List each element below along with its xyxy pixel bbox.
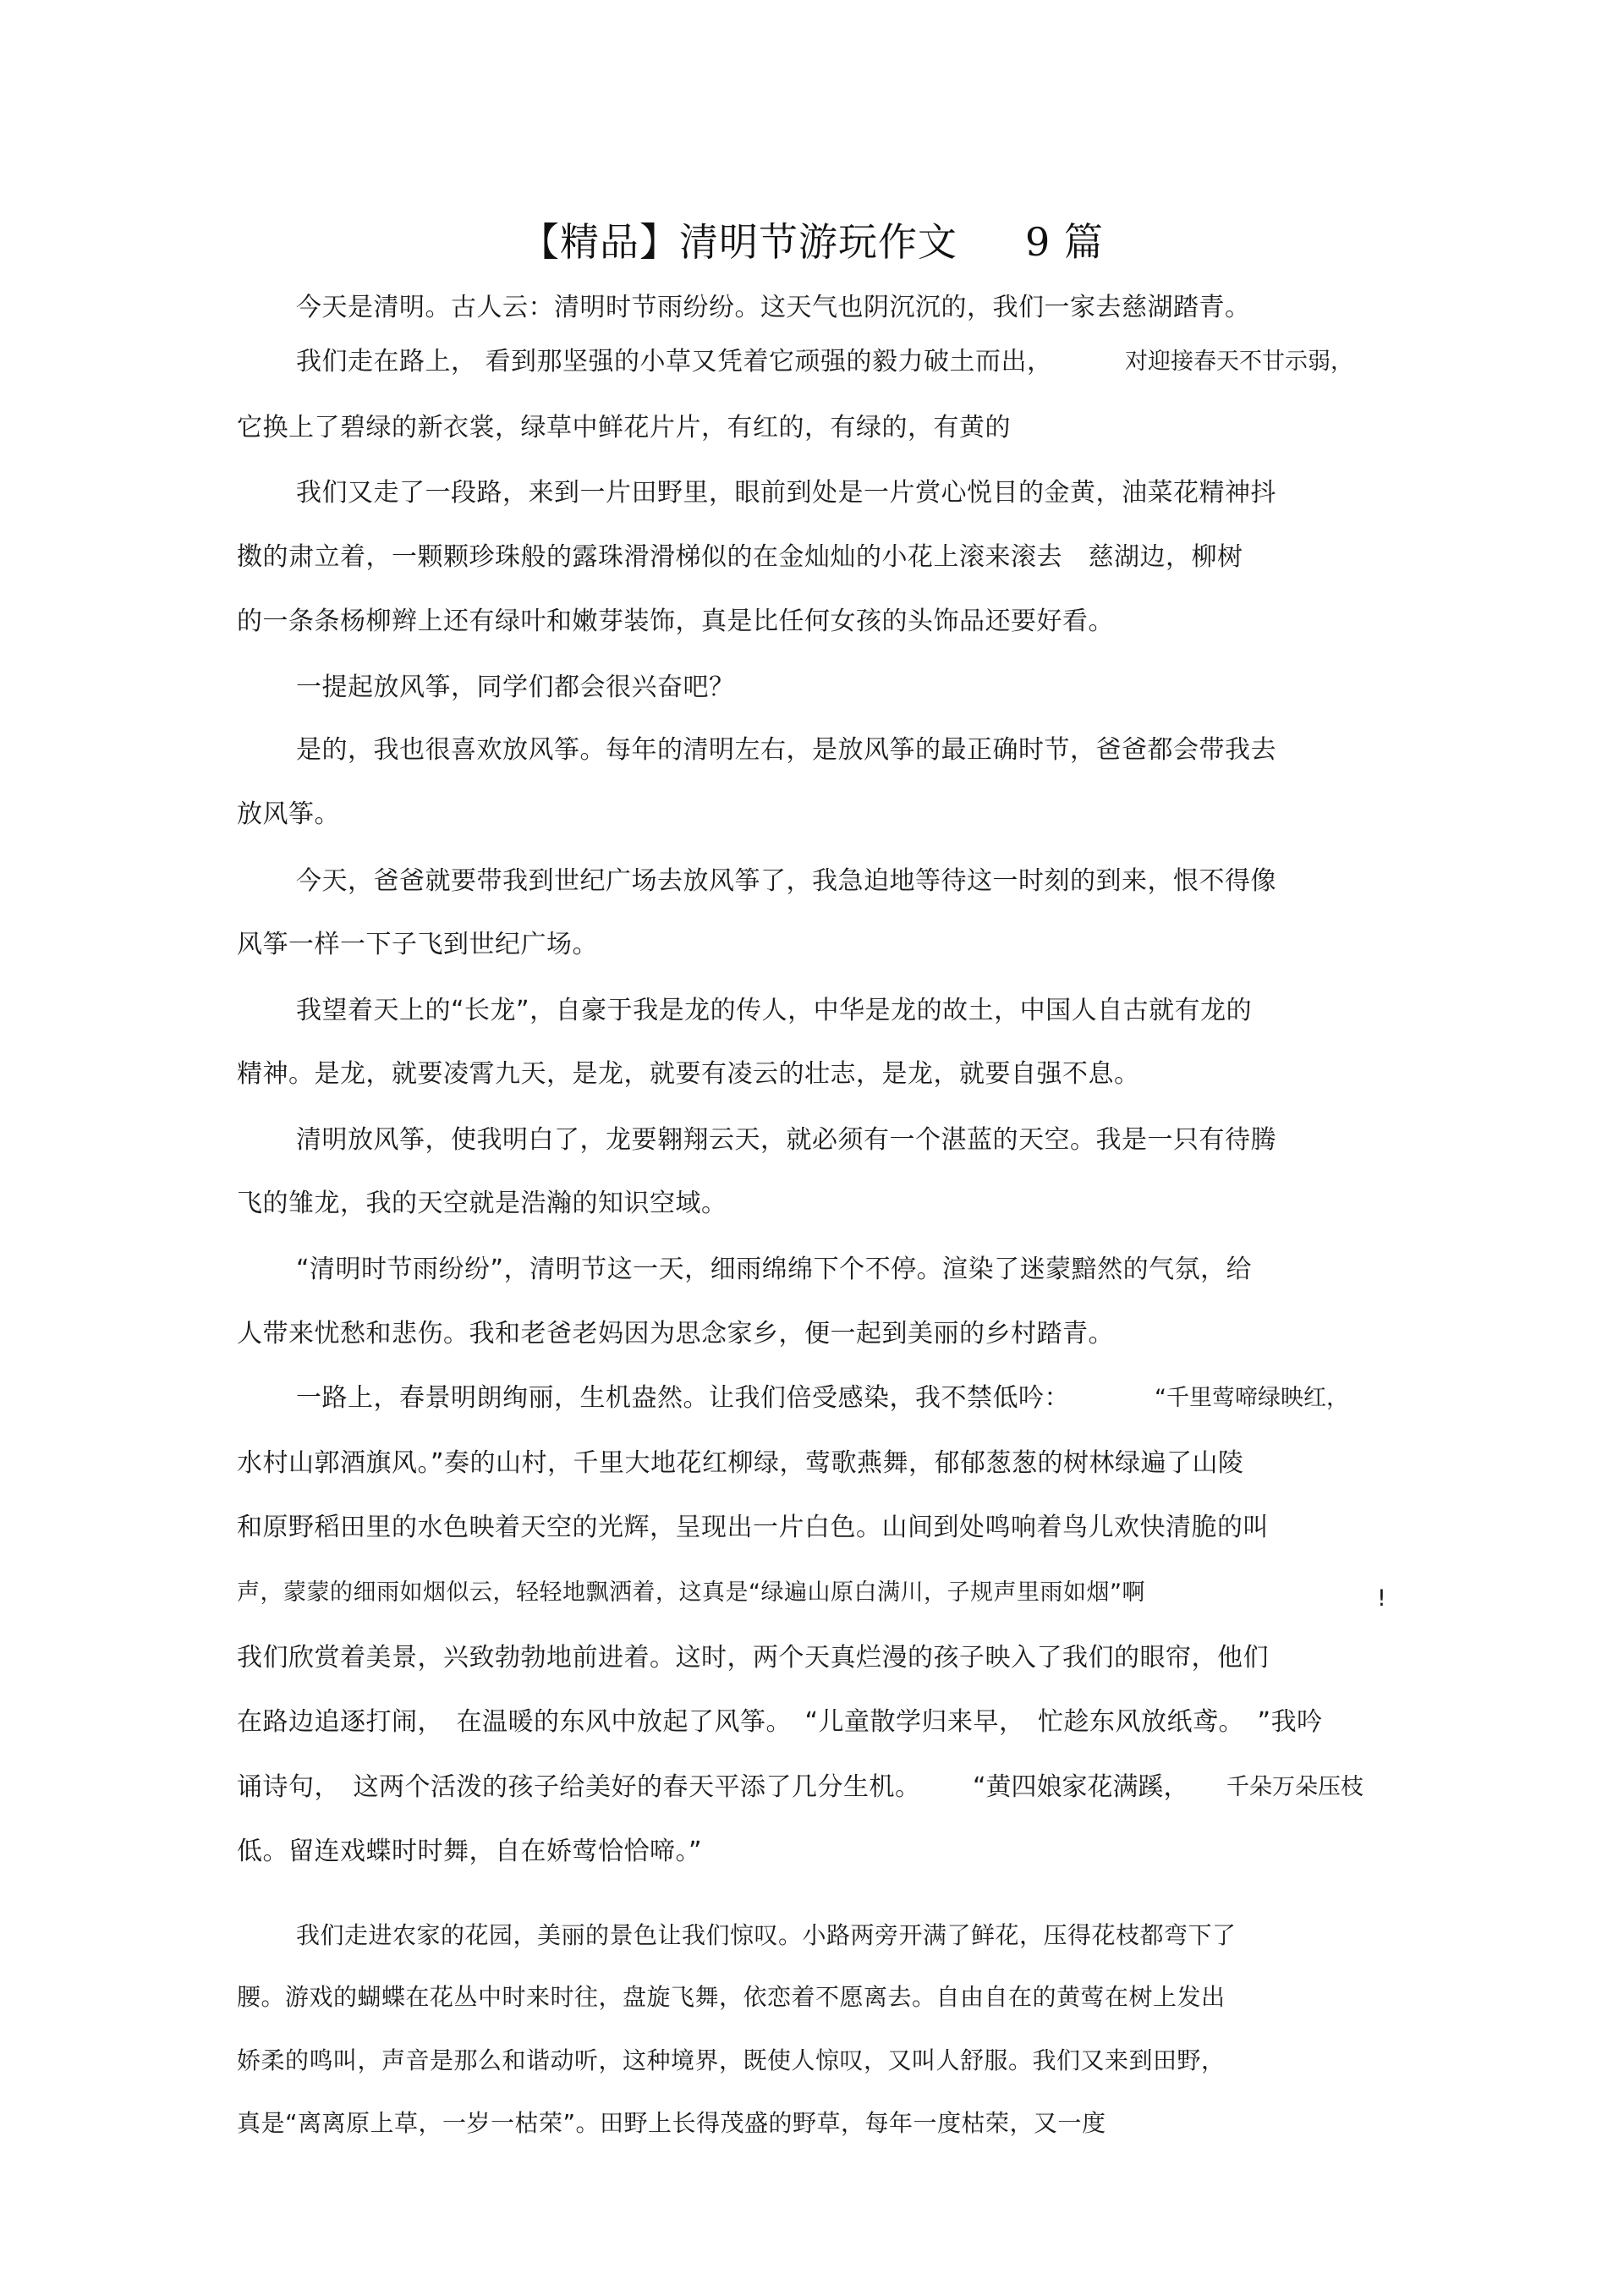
- paragraph-3-line-1: 我们又走了一段路，来到一片田野里，眼前到处是一片赏心悦目的金黄，油菜花精神抖: [296, 478, 1276, 508]
- paragraph-10-line-4a: 声，蒙蒙的细雨如烟似云，轻轻地飘洒着，这真是“绿遍山原白满川，子规声里雨如烟”啊: [237, 1579, 1145, 1606]
- paragraph-10-line-3: 和原野稻田里的水色映着天空的光辉，呈现出一片白色。山间到处鸣响着鸟儿欢快清脆的叫: [237, 1513, 1269, 1542]
- paragraph-11-line-4: 低。留连戏蝶时时舞，自在娇莺恰恰啼。”: [237, 1837, 703, 1866]
- paragraph-11-line-3c: 千朵万朵压枝: [1226, 1774, 1363, 1800]
- paragraph-6-line-2: 风筝一样一下子飞到世纪广场。: [237, 930, 598, 959]
- paragraph-11-line-3a: 诵诗句， 这两个活泼的孩子给美好的春天平添了几分生机。: [237, 1772, 921, 1802]
- paragraph-5-line-1: 是的，我也很喜欢放风筝。每年的清明左右，是放风筝的最正确时节，爸爸都会带我去: [296, 735, 1276, 765]
- paragraph-6-line-1: 今天，爸爸就要带我到世纪广场去放风筝了，我急迫地等待这一时刻的到来，恨不得像: [296, 866, 1276, 896]
- paragraph-9-line-1: “清明时节雨纷纷”，清明节这一天，细雨绵绵下个不停。渲染了迷蒙黯然的气氛，给: [296, 1255, 1253, 1284]
- paragraph-11-line-1: 我们欣赏着美景，兴致勃勃地前进着。这时，两个天真烂漫的孩子映入了我们的眼帘，他们: [237, 1643, 1269, 1673]
- title-count: 9 篇: [1025, 219, 1104, 265]
- paragraph-12-line-3: 娇柔的鸣叫，声音是那么和谐动听，这种境界，既使人惊叹，又叫人舒服。我们又来到田野，: [237, 2046, 1226, 2074]
- paragraph-10-line-1a: 一路上，春景明朗绚丽，生机盎然。让我们倍受感染，我不禁低吟：: [296, 1383, 1070, 1413]
- paragraph-2-line-1a: 我们走在路上， 看到那坚强的小草又凭着它顽强的毅力破土而出，: [296, 347, 1053, 376]
- paragraph-5-line-2: 放风筝。: [237, 799, 340, 829]
- paragraph-3-line-3: 的一条条杨柳辫上还有绿叶和嫩芽装饰，真是比任何女孩的头饰品还要好看。: [237, 607, 1114, 636]
- paragraph-12-line-4: 真是“离离原上草，一岁一枯荣”。田野上长得茂盛的野草，每年一度枯荣，又一度: [237, 2109, 1106, 2137]
- paragraph-3-line-2: 擞的肃立着，一颗颗珍珠般的露珠滑滑梯似的在金灿灿的小花上滚来滚去 慈湖边，柳树: [237, 542, 1243, 572]
- paragraph-11-line-3b: “黄四娘家花满蹊，: [973, 1772, 1189, 1802]
- paragraph-7-line-2: 精神。是龙，就要凌霄九天，是龙，就要有凌云的壮志，是龙，就要自强不息。: [237, 1059, 1140, 1089]
- paragraph-4: 一提起放风筝，同学们都会很兴奋吧？: [296, 673, 735, 702]
- paragraph-10-line-4b: !: [1377, 1585, 1386, 1612]
- paragraph-1: 今天是清明。古人云：清明时节雨纷纷。这天气也阴沉沉的，我们一家去慈湖踏青。: [296, 293, 1251, 322]
- paragraph-11-line-2: 在路边追逐打闹， 在温暖的东风中放起了风筝。 “儿童散学归来早， 忙趁东风放纸鸢。 ”我吟: [237, 1707, 1323, 1737]
- paragraph-10-line-2: 水村山郭酒旗风。”奏的山村，千里大地花红柳绿，莺歌燕舞，郁郁葱葱的树林绿遍了山陵: [237, 1448, 1244, 1478]
- paragraph-10-line-1b: “千里莺啼绿映红，: [1155, 1385, 1349, 1411]
- document-title: [0, 211, 1624, 267]
- paragraph-12-line-1: 我们走进农家的花园，美丽的景色让我们惊叹。小路两旁开满了鲜花，压得花枝都弯下了: [296, 1921, 1237, 1949]
- paragraph-2-line-2: 它换上了碧绿的新衣裳，绿草中鲜花片片，有红的，有绿的，有黄的: [237, 413, 1011, 442]
- paragraph-9-line-2: 人带来忧愁和悲伤。我和老爸老妈因为思念家乡，便一起到美丽的乡村踏青。: [237, 1319, 1114, 1348]
- paragraph-8-line-1: 清明放风筝，使我明白了，龙要翱翔云天，就必须有一个湛蓝的天空。我是一只有待腾: [296, 1125, 1276, 1155]
- paragraph-7-line-1: 我望着天上的“长龙”，自豪于我是龙的传人，中华是龙的故土，中国人自古就有龙的: [296, 996, 1253, 1025]
- paragraph-12-line-2: 腰。游戏的蝴蝶在花丛中时来时往，盘旋飞舞，依恋着不愿离去。自由自在的黄莺在树上发出: [237, 1983, 1226, 2011]
- paragraph-2-line-1b: 对迎接春天不甘示弱，: [1125, 349, 1353, 375]
- title-main: 【精品】清明节游玩作文: [520, 219, 958, 265]
- paragraph-8-line-2: 飞的雏龙，我的天空就是浩瀚的知识空域。: [237, 1189, 727, 1218]
